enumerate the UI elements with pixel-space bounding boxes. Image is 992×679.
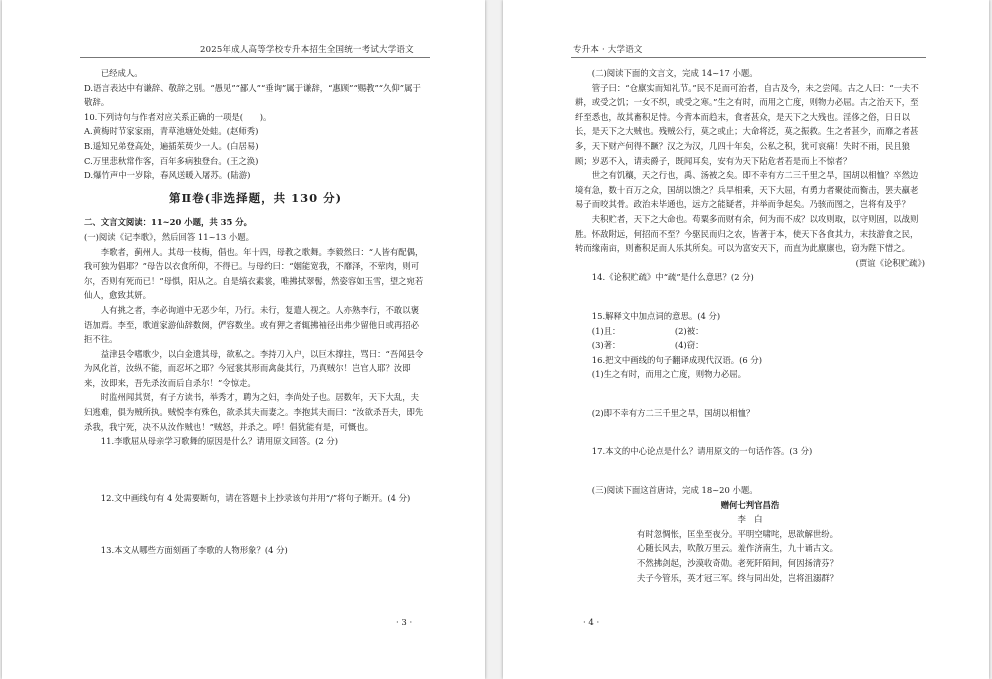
option-d: D.爆竹声中一岁除，春风送暖入屠苏。(陆游)	[84, 170, 251, 181]
page-content	[84, 66, 427, 558]
question-16: 16.把文中画线的句子翻译成现代汉语。(6 分)	[591, 354, 763, 365]
poem-title: 赠何七判官昌浩	[720, 499, 780, 510]
poem-line: 夫子今管乐，英才冠三军。终与同出处，岂将沮溺群？	[637, 572, 838, 583]
exam-page-4	[503, 0, 989, 679]
text-line: 已经成人。	[100, 68, 143, 78]
question-15-row: (3)著： (4)窃：	[591, 340, 704, 351]
question-12: 12.文中画线句有 4 处需要断句，请在答题卡上抄录该句并用“/”将句子断开。(4 分)	[100, 492, 411, 503]
passage-paragraph: 益津县令嗜歌少，以白金遗其母，欲私之。李持刀入户，以巨木撑拄，骂曰：“吾闻县令为风化首，汝纵不能，而忍坏之耶？今冠裳其形而禽彘其行，乃真贼尔！岂官人耶？汝即来，汝即来，吾先杀汝而后自杀尔！”令惊走。	[84, 348, 424, 388]
page-content	[575, 66, 925, 585]
subsection-heading: (二)阅读下面的文言文，完成 14~17 小题。	[591, 68, 758, 78]
question-10: 10.下列诗句与作者对应关系正确的一项是( )。	[84, 111, 272, 122]
option-d: D.语言表达中有谦辞、敬辞之别。“愚见”“鄙人”“垂询”属于谦辞，“惠顾”“赐教”“久仰”属于敬辞。	[84, 82, 421, 108]
poem-author: 李 白	[737, 514, 763, 525]
question-15: 15.解释文中加点词的意思。(4 分)	[591, 310, 721, 321]
question-11: 11.李歌屈从母亲学习歌舞的原因是什么？请用原文回答。(2 分)	[100, 436, 339, 447]
option-b: B.遥知兄弟登高处，遍插茱萸少一人。(白居易)	[84, 140, 259, 151]
question-15-row: (1)且： (2)被：	[591, 325, 704, 336]
poem-line: 心随长风去，吹散万里云。羞作济南生，九十诵古文。	[637, 543, 838, 554]
question-17: 17.本文的中心论点是什么？请用原文的一句话作答。(3 分)	[591, 446, 813, 457]
section-title: 第Ⅱ卷(非选择题，共 130 分)	[168, 190, 343, 205]
exam-page-3	[2, 0, 485, 679]
page-number: · 4 ·	[583, 618, 600, 628]
passage-paragraph: 世之有饥穰，天之行也，禹、汤被之矣。即不幸有方二三千里之旱，国胡以相恤？卒然边境有急，数十百万之众，国胡以馈之？兵旱相乘，天下大屈，有勇力者聚徒而衡击，罢夫羸老易子而咬其骨。政治未毕通也，远方之能疑者，并举而争起矣。乃骇而图之，岂将有及乎？	[575, 170, 919, 210]
subsection-heading: (三)阅读下面这首唐诗，完成 18~20 小题。	[591, 485, 758, 496]
poem-body	[575, 527, 925, 585]
page-header: 2025年成人高等学校专升本招生全国统一考试大学语文	[200, 45, 414, 55]
page-number: · 3 ·	[396, 618, 413, 628]
passage-paragraph: 夫积贮者，天下之大命也。苟粟多而财有余，何为而不成？以攻则取，以守则固，以战则胜。怀敌附远，何招而不至？今驱民而归之农，皆著于本，使天下各食其力，末技游食之民，转而缘南亩，则畜积足而人乐其所矣。可以为富安天下，而直为此廪廪也，窃为陛下惜之。	[575, 213, 919, 254]
question-14: 14.《论积贮疏》中“疏”是什么意思？(2 分)	[591, 272, 754, 283]
poem-line: 有时忽惆怅，匡坐至夜分。平明空啸咤，思欲解世纷。	[637, 528, 838, 539]
passage-paragraph: 人有挑之者，李必询道中无恶少年，乃行。未行，复遣人视之。人亦熟李行，不敢以褒语加焉。李至，歌道家游仙辞数阕，俨容数坐。或有狎之者辄拂袖径出弗少留他日或再招必拒不往。	[84, 304, 420, 345]
subsection-heading: (一)阅读《记李歌》，然后回答 11~13 小题。	[84, 231, 254, 242]
section-heading: 二、文言文阅读：11~20 小题，共 35 分。	[84, 217, 252, 228]
option-a: A.黄梅时节家家雨，青草池塘处处蛙。(赵师秀)	[84, 126, 259, 137]
passage-paragraph: 李歌者，蓟州人。其母一枝梅，倡也。年十四，母教之歌舞。李毅然曰：“人皆有配偶，我可独为倡耶？”母告以衣食所仰，不得已。与母约曰：“姻能宽我，不靡泽，不荤肉，则可尔，否则有死而已！”母惧，阳从之。自是缟衣素裳，唯拂拭翠髻，然姿容如玉雪，望之宛若仙人，愈致其妍。	[84, 246, 424, 301]
question-16-item: (2)即不幸有方二三千里之旱，国胡以相恤？	[591, 407, 755, 418]
poem-line: 不然拂剑起，沙漠收奇勋。老死阡陌间，何因扬清芬？	[637, 558, 838, 569]
passage-paragraph: 管子曰：“仓廪实而知礼节。”民不足而可治者，自古及今，未之尝闻。古之人曰：“一夫不耕，或受之饥；一女不织，或受之寒。”生之有时，而用之亡度，则物力必屈。古之治天下，至纤至悉也，故其畜积足恃。今背本而趋末，食者甚众，是天下之大残也。淫侈之俗，日日以长，是天下之大贼也。残贼公行，莫之或止；大命将泛，莫之振救。生之者甚少，而靡之者甚多，天下财产何得不蹶？汉之为汉，几四十年矣，公私之积，犹可哀痛！失时不雨，民且狼顾；岁恶不入，请卖爵子，既闻耳矣，安有为天下阽危者若是而上不惊者？	[575, 82, 919, 166]
passage-source: (贾谊《论积贮疏》)	[855, 257, 925, 268]
header-divider	[571, 57, 926, 58]
passage-paragraph: 时监州闻其贤，有子方读书，举秀才，聘为之妇，李尚处子也。居数年，天下大乱，夫妇逃难，俱为贼所执。贼悦李有殊色，欲杀其夫而妻之。李抱其夫而曰：“汝欲杀吾夫，即先杀我，我宁死，决不从汝作贼也！”贼怒，并杀之。呼！倡犹能有是，可慨也。	[84, 392, 424, 432]
header-divider	[80, 57, 430, 58]
option-c: C.万里悲秋常作客，百年多病独登台。(王之涣)	[84, 155, 259, 166]
question-16-item: (1)生之有时，而用之亡度，则物力必屈。	[591, 369, 747, 380]
question-13: 13.本文从哪些方面刻画了李歌的人物形象？(4 分)	[100, 545, 288, 556]
page-header: 专升本 · 大学语文	[573, 45, 643, 55]
